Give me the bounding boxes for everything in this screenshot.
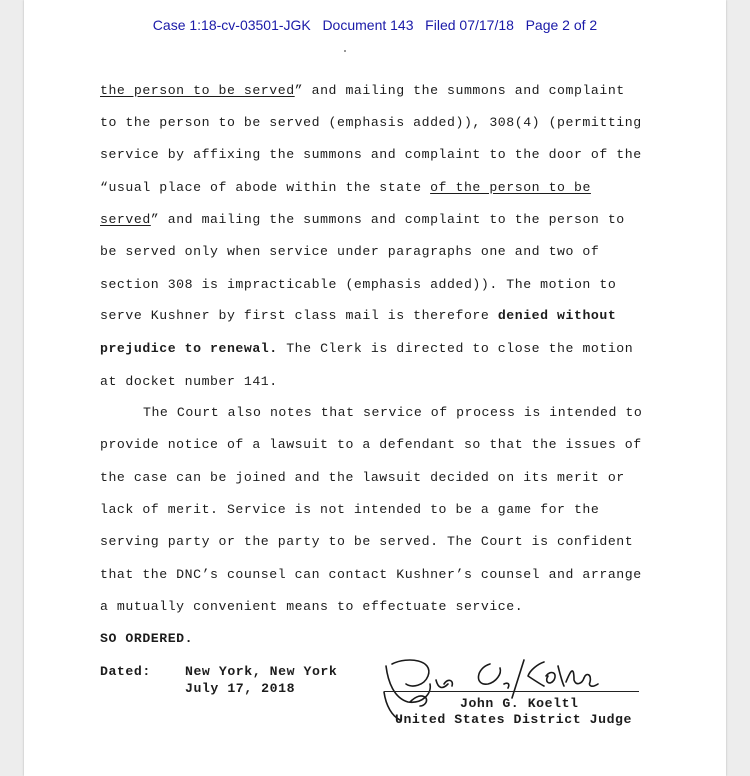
- body-line: to the person to be served (emphasis added)), 308(4) (permitting: [100, 115, 642, 130]
- body-line: that the DNC’s counsel can contact Kushner’s counsel and arrange: [100, 567, 642, 582]
- body-line: prejudice to renewal. The Clerk is directed to close the motion: [100, 341, 634, 356]
- document-number: Document 143: [322, 17, 414, 33]
- page-number: Page 2 of 2: [525, 17, 598, 33]
- dated-date: July 17, 2018: [185, 681, 296, 696]
- body-line: lack of merit. Service is not intended to be a game for the: [100, 502, 600, 517]
- case-number: Case 1:18-cv-03501-JGK: [152, 17, 311, 33]
- judge-title: United States District Judge: [395, 712, 632, 727]
- body-line: provide notice of a lawsuit to a defendant so that the issues of: [100, 437, 642, 452]
- dated-label: Dated:: [100, 664, 151, 679]
- body-line: at docket number 141.: [100, 374, 278, 389]
- body-line: “usual place of abode within the state of the person to be: [100, 180, 591, 195]
- body-line: serve Kushner by first class mail is therefore denied without: [100, 308, 617, 323]
- filed-date: Filed 07/17/18: [425, 17, 514, 33]
- signature-line: [384, 691, 639, 692]
- body-line: served” and mailing the summons and complaint to the person to: [100, 212, 625, 227]
- so-ordered: SO ORDERED.: [100, 631, 194, 646]
- case-header: [0, 17, 750, 33]
- body-line: the case can be joined and the lawsuit decided on its merit or: [100, 470, 625, 485]
- body-line: a mutually convenient means to effectuate service.: [100, 599, 524, 614]
- body-line: service by affixing the summons and complaint to the door of the: [100, 147, 642, 162]
- stray-mark: [344, 50, 346, 52]
- body-line: be served only when service under paragraphs one and two of: [100, 244, 600, 259]
- body-line: serving party or the party to be served. The Court is confident: [100, 534, 634, 549]
- body-line: section 308 is impracticable (emphasis added)). The motion to: [100, 277, 617, 292]
- judge-name: John G. Koeltl: [460, 696, 579, 711]
- body-line: The Court also notes that service of process is intended to: [143, 405, 643, 420]
- body-line: the person to be served” and mailing the summons and complaint: [100, 83, 625, 98]
- dated-place: New York, New York: [185, 664, 338, 679]
